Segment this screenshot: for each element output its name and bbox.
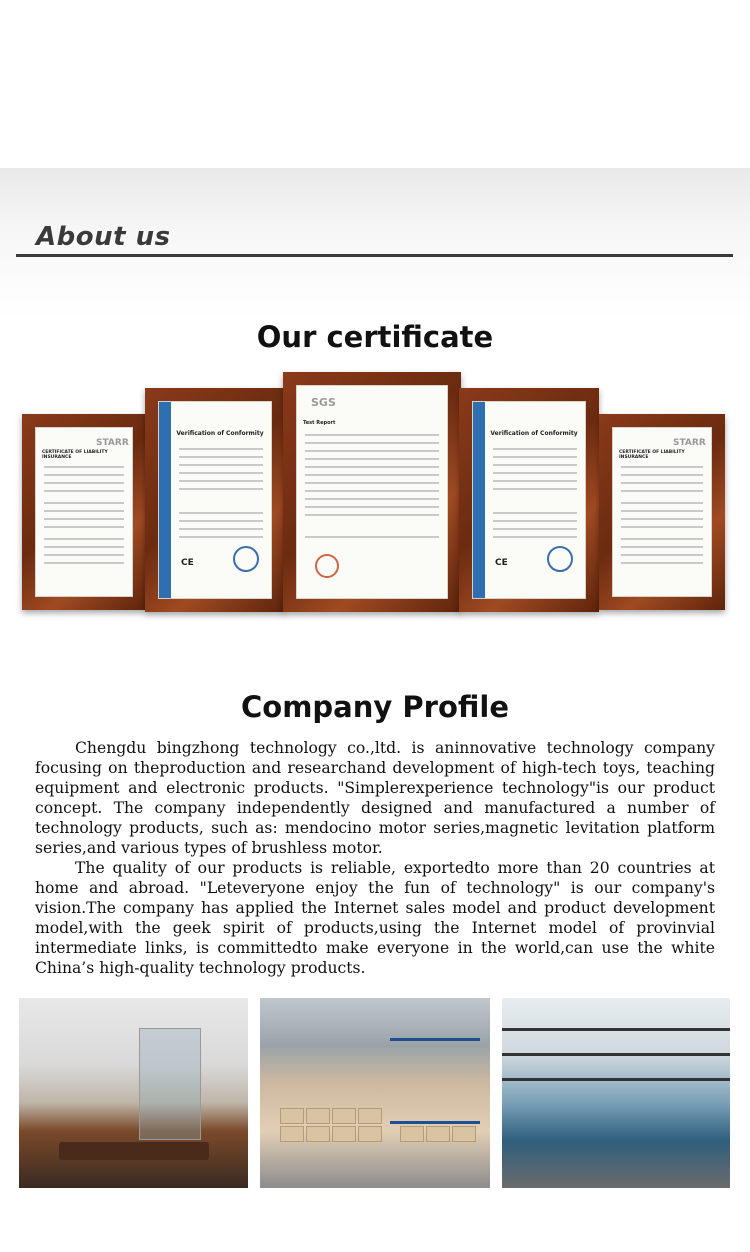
certificate-header: CERTIFICATE OF LIABILITY INSURANCE <box>42 450 108 460</box>
warehouse-photo <box>260 998 490 1188</box>
certificate-paper <box>296 385 448 599</box>
certificate-paper <box>158 401 272 599</box>
certificate-paper <box>35 427 133 597</box>
certificate-header: CERTIFICATE OF LIABILITY INSURANCE <box>619 450 685 460</box>
heading-divider <box>16 254 733 257</box>
certificate-logo: STARR <box>96 438 129 448</box>
certificate-seal <box>547 546 573 572</box>
conference-table <box>59 1142 209 1160</box>
ce-mark: CE <box>495 558 508 568</box>
company-profile-title: Company Profile <box>241 690 509 724</box>
certificate-logo: STARR <box>673 438 706 448</box>
company-profile-text <box>35 738 715 978</box>
certificate-side-stripe <box>159 402 171 598</box>
certificate-side-stripe <box>473 402 485 598</box>
meeting-room-photo <box>19 998 248 1188</box>
certificate-frame-3 <box>283 372 461 612</box>
certificate-seal <box>233 546 259 572</box>
certificate-header: Verification of Conformity <box>490 430 578 437</box>
factory-floor-photo <box>502 998 730 1188</box>
certificate-paper <box>472 401 586 599</box>
about-us-heading: About us <box>36 222 171 252</box>
certificate-frame-5 <box>599 414 725 610</box>
certificate-frame-2 <box>145 388 285 612</box>
profile-paragraph-2: The quality of our products is reliable, exportedto more than 20 countries at home and abroad. "Leteveryone enjoy the fun of technology" is our company's vision.The company has applied the Internet sales model and product development model,with the geek spirit of products,using the Internet model of provinvial intermediate links, is committedto make everyone in the world,can use the white China’s high-quality technology products. <box>35 859 715 977</box>
certificate-title: Our certificate <box>256 320 494 354</box>
certificate-header: Test Report <box>303 420 336 426</box>
certificate-red-seal <box>315 554 339 578</box>
certificate-paper <box>612 427 712 597</box>
certificate-frame-4 <box>459 388 599 612</box>
ce-mark: CE <box>181 558 194 568</box>
certificate-frame-1 <box>22 414 146 610</box>
certificate-header: Verification of Conformity <box>176 430 264 437</box>
certificate-logo: SGS <box>311 396 336 409</box>
profile-paragraph-1: Chengdu bingzhong technology co.,ltd. is aninnovative technology company focusing on theproduction and researchand development of high-tech toys, teaching equipment and electronic products. "Simplerexperience technology"is our product concept. The company independently designed and manufactured a number of technology products, such as: mendocino motor series,magnetic levitation platform series,and various types of brushless motor. <box>35 739 715 857</box>
